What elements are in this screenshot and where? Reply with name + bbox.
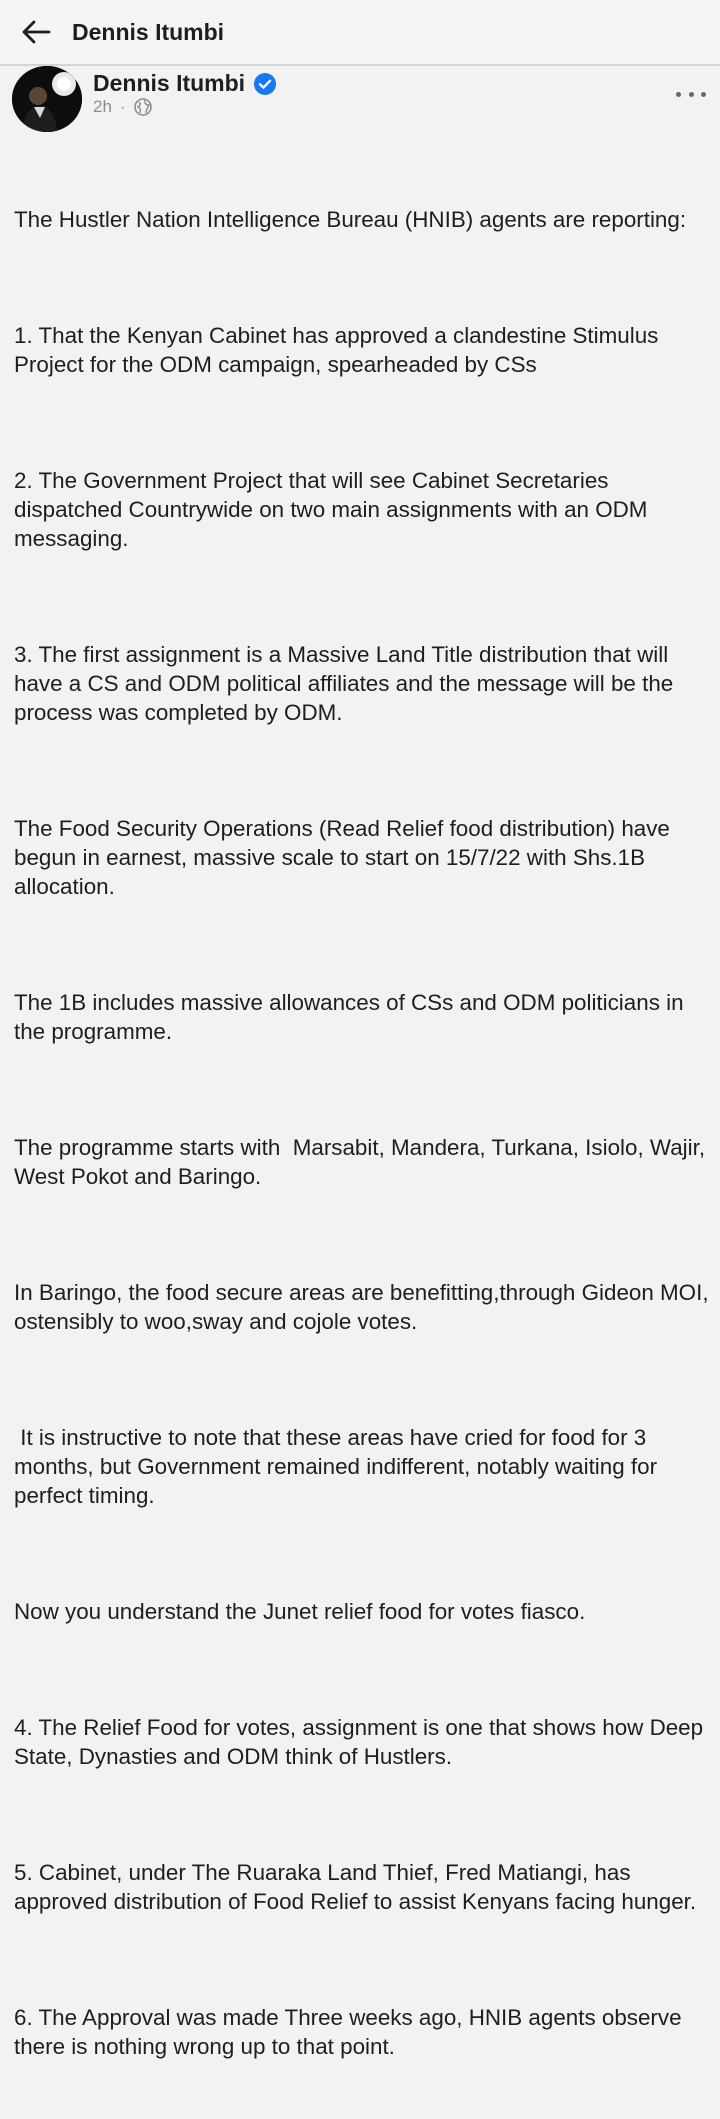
top-bar — [0, 0, 720, 66]
globe-icon[interactable] — [134, 98, 152, 116]
post-paragraph: 1. That the Kenyan Cabinet has approved a clandestine Stimulus Project for the ODM campaign, spearheaded by CSs — [14, 323, 665, 377]
post-paragraph: 6. The Approval was made Three weeks ago, HNIB agents observe there is nothing wrong up to that point. — [14, 2005, 688, 2059]
post-time[interactable]: 2h — [93, 97, 112, 116]
profile-photo-icon — [12, 66, 82, 132]
post-paragraph: The Hustler Nation Intelligence Bureau (HNIB) agents are reporting: — [14, 207, 687, 232]
post-paragraph: 2. The Government Project that will see Cabinet Secretaries dispatched Countrywide on two main assignments with an ODM messaging. — [14, 468, 654, 551]
post-meta — [93, 97, 152, 117]
more-options-button[interactable] — [676, 84, 706, 104]
more-options-dot — [689, 92, 694, 97]
arrow-left-icon — [21, 19, 51, 45]
post-paragraph: The Food Security Operations (Read Relief food distribution) have begun in earnest, massive scale to start on 15/7/22 with Shs.1B allocation. — [14, 816, 677, 899]
post-paragraph: 4. The Relief Food for votes, assignment is one that shows how Deep State, Dynasties and ODM think of Hustlers. — [14, 1715, 710, 1769]
post-paragraph: 3. The first assignment is a Massive Land Title distribution that will have a CS and ODM political affiliates and the message will be the process was completed by ODM. — [14, 642, 680, 725]
back-button[interactable] — [16, 12, 56, 52]
page-title: Dennis Itumbi — [72, 18, 225, 45]
more-options-icon — [676, 92, 681, 97]
post-paragraph: It is instructive to note that these areas have cried for food for 3 months, but Government remained indifferent, notably waiting for perfect timing. — [14, 1425, 664, 1508]
post-paragraph: In Baringo, the food secure areas are benefitting,through Gideon MOI, ostensibly to woo,sway and cojole votes. — [14, 1280, 715, 1334]
author-name[interactable]: Dennis Itumbi — [93, 70, 246, 96]
post-paragraph: 5. Cabinet, under The Ruaraka Land Thief, Fred Matiangi, has approved distribution of Food Relief to assist Kenyans facing hunger. — [14, 1860, 697, 1914]
more-options-dot — [701, 92, 706, 97]
post-text — [14, 147, 715, 2119]
post-paragraph: The 1B includes massive allowances of CSs and ODM politicians in the programme. — [14, 990, 690, 1044]
post-paragraph: The programme starts with Marsabit, Mandera, Turkana, Isiolo, Wajir, West Pokot and Baringo. — [14, 1135, 712, 1189]
avatar[interactable] — [12, 66, 82, 132]
meta-separator: · — [119, 97, 126, 116]
author-row — [93, 70, 277, 97]
post-header — [0, 66, 720, 142]
verified-badge-icon — [253, 72, 277, 96]
post-paragraph: Now you understand the Junet relief food for votes fiasco. — [14, 1599, 586, 1624]
